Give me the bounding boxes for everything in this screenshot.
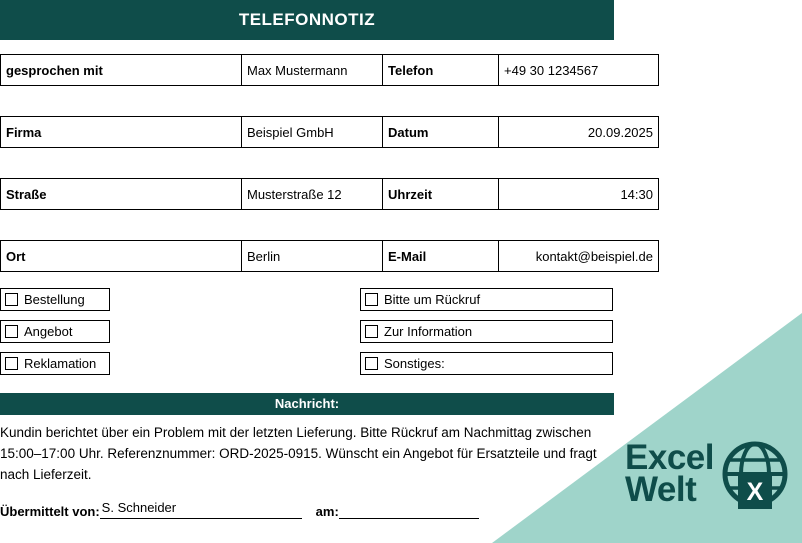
- field-value-gesprochen-mit[interactable]: Max Mustermann: [242, 55, 383, 86]
- checkbox-angebot[interactable]: [0, 320, 110, 343]
- field-label-datum: Datum: [383, 117, 499, 148]
- checkbox-icon[interactable]: [5, 293, 18, 306]
- checkbox-gap: [110, 352, 360, 375]
- table-row: [1, 55, 659, 86]
- field-value-email[interactable]: kontakt@beispiel.de: [499, 241, 659, 272]
- checkbox-zur-information[interactable]: [360, 320, 613, 343]
- checkbox-icon[interactable]: [365, 325, 378, 338]
- checkbox-label: Bitte um Rückruf: [384, 292, 481, 307]
- field-value-firma[interactable]: Beispiel GmbH: [242, 117, 383, 148]
- field-value-ort[interactable]: Berlin: [242, 241, 383, 272]
- checkbox-icon[interactable]: [365, 293, 378, 306]
- field-label-ort: Ort: [1, 241, 242, 272]
- footer-signature-row: [0, 500, 614, 519]
- field-value-uhrzeit[interactable]: 14:30: [499, 179, 659, 210]
- checkbox-section: [0, 288, 614, 375]
- checkbox-label: Bestellung: [24, 292, 85, 307]
- brand-badge-x: X: [738, 475, 772, 509]
- footer-label-am: am:: [315, 504, 339, 519]
- footer-value-uebermittelt-von[interactable]: S. Schneider: [100, 500, 302, 519]
- field-label-telefon: Telefon: [383, 55, 499, 86]
- field-label-firma: Firma: [1, 117, 242, 148]
- checkbox-icon[interactable]: [5, 357, 18, 370]
- field-value-datum[interactable]: 20.09.2025: [499, 117, 659, 148]
- checkbox-row: [0, 352, 614, 375]
- row-spacer: [1, 210, 659, 241]
- checkbox-icon[interactable]: [5, 325, 18, 338]
- field-label-email: E-Mail: [383, 241, 499, 272]
- contact-fields-table: [0, 54, 659, 272]
- checkbox-icon[interactable]: [365, 357, 378, 370]
- brand-word-welt: Welt: [625, 470, 697, 509]
- checkbox-label: Sonstiges:: [384, 356, 445, 371]
- row-spacer: [1, 86, 659, 117]
- field-label-gesprochen-mit: gesprochen mit: [1, 55, 242, 86]
- footer-label-uebermittelt-von: Übermittelt von:: [0, 504, 100, 519]
- message-body[interactable]: Kundin berichtet über ein Problem mit der letzten Lieferung. Bitte Rückruf am Nachmittag zwischen 15:00–17:00 Uhr. Referenznummer: ORD-2025-0915. Wünscht ein Angebot für Ersatzteile und fragt nach Lieferzeit.: [0, 425, 597, 482]
- checkbox-bestellung[interactable]: [0, 288, 110, 311]
- brand-logo: [625, 437, 788, 509]
- table-row: [1, 117, 659, 148]
- field-label-strasse: Straße: [1, 179, 242, 210]
- checkbox-bitte-um-rueckruf[interactable]: [360, 288, 613, 311]
- row-spacer: [1, 148, 659, 179]
- brand-wordmark: [625, 437, 714, 509]
- globe-icon: [722, 441, 788, 507]
- checkbox-sonstiges[interactable]: [360, 352, 613, 375]
- checkbox-label: Angebot: [24, 324, 73, 339]
- checkbox-gap: [110, 320, 360, 343]
- field-label-uhrzeit: Uhrzeit: [383, 179, 499, 210]
- field-value-telefon[interactable]: +49 30 1234567: [499, 55, 659, 86]
- checkbox-row: [0, 288, 614, 311]
- message-heading: Nachricht:: [0, 393, 614, 415]
- table-row: [1, 241, 659, 272]
- brand-word-excel: Excel: [625, 437, 714, 477]
- checkbox-row: [0, 320, 614, 343]
- page-title: TELEFONNOTIZ: [0, 0, 614, 40]
- field-value-strasse[interactable]: Musterstraße 12: [242, 179, 383, 210]
- checkbox-label: Reklamation: [24, 356, 97, 371]
- checkbox-gap: [110, 288, 360, 311]
- table-row: [1, 179, 659, 210]
- checkbox-label: Zur Information: [384, 324, 473, 339]
- footer-value-am[interactable]: [339, 500, 479, 519]
- checkbox-reklamation[interactable]: [0, 352, 110, 375]
- title-gap: [0, 40, 614, 54]
